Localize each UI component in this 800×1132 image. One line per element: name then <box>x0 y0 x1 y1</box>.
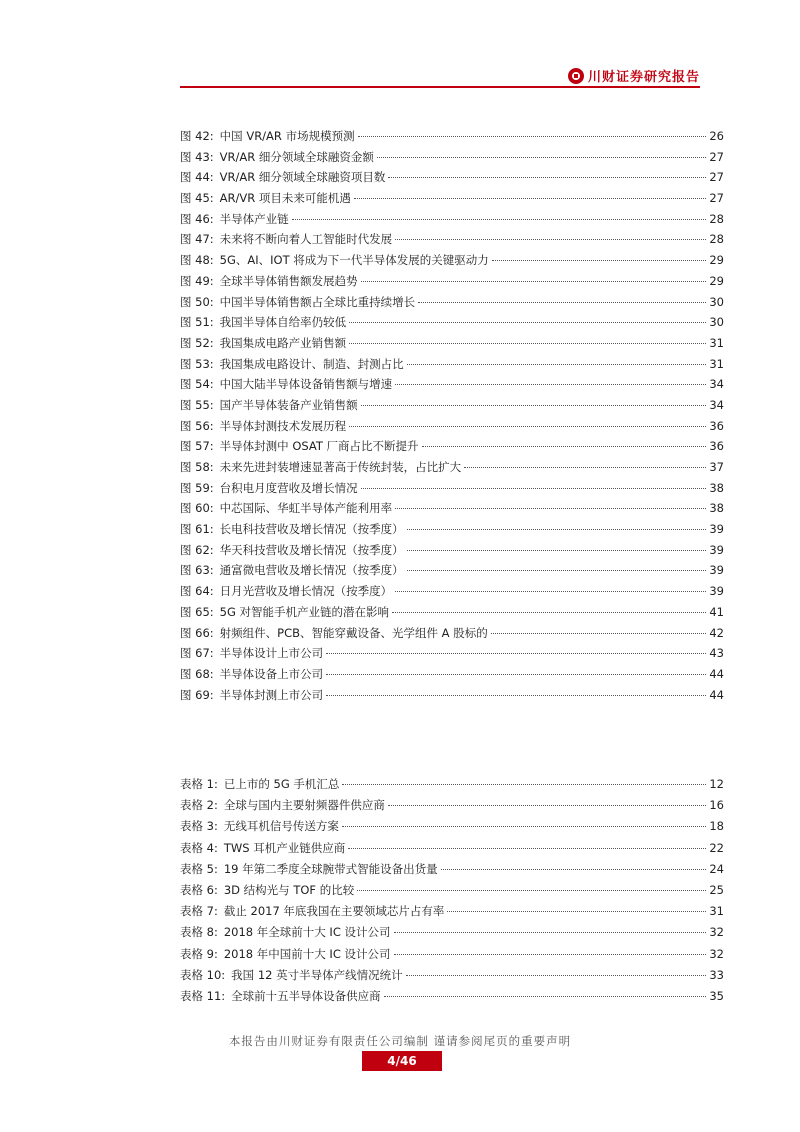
toc-page-number[interactable]: 44 <box>709 687 724 702</box>
footer-disclaimer: 本报告由川财证券有限责任公司编制 谨请参阅尾页的重要声明 <box>228 1034 572 1048</box>
toc-title[interactable]: AR/VR 项目未来可能机遇 <box>219 191 351 206</box>
toc-leader <box>348 848 706 849</box>
toc-title[interactable]: 全球前十五半导体设备供应商 <box>231 988 381 1003</box>
toc-label: 表格 7: <box>180 904 218 919</box>
figure-entry[interactable] <box>180 664 724 685</box>
toc-leader <box>354 198 706 199</box>
toc-leader <box>349 426 706 427</box>
toc-leader <box>358 136 707 137</box>
toc-page-number[interactable]: 27 <box>709 191 724 206</box>
toc-label: 表格 6: <box>180 882 218 897</box>
figure-entry[interactable] <box>180 457 724 478</box>
figure-entry[interactable] <box>180 374 724 395</box>
figure-entry[interactable] <box>180 126 724 147</box>
toc-title[interactable]: 射频组件、PCB、智能穿戴设备、光学组件 A 股标的 <box>219 625 488 640</box>
toc-page-number[interactable]: 36 <box>709 418 724 433</box>
table-entry[interactable] <box>180 816 724 837</box>
toc-leader <box>492 260 707 261</box>
toc-title[interactable]: 我国 12 英寸半导体产线情况统计 <box>231 967 403 982</box>
toc-title[interactable]: 我国半导体自给率仍较低 <box>219 315 347 330</box>
table-entry[interactable] <box>180 795 724 816</box>
toc-leader <box>342 826 707 827</box>
figure-entry[interactable] <box>180 478 724 499</box>
toc-leader <box>395 591 706 592</box>
toc-label: 图 42: <box>180 129 214 143</box>
toc-leader <box>384 996 707 997</box>
toc-leader <box>394 954 707 955</box>
toc-title[interactable]: 2018 年全球前十大 IC 设计公司 <box>223 925 391 940</box>
toc-page-number[interactable]: 31 <box>709 356 724 371</box>
toc-leader <box>407 570 707 571</box>
toc-leader <box>326 674 706 675</box>
toc-page-number[interactable]: 41 <box>709 604 724 619</box>
toc-leader <box>326 695 706 696</box>
toc-label: 图 64: <box>180 584 214 599</box>
toc-leader <box>342 784 706 785</box>
toc-leader <box>357 890 706 891</box>
toc-title[interactable]: 长电科技营收及增长情况（按季度） <box>219 522 404 537</box>
toc-page-number[interactable]: 39 <box>709 563 724 578</box>
toc-title[interactable]: VR/AR 细分领域全球融资金额 <box>219 149 374 164</box>
toc-title[interactable]: 中国大陆半导体设备销售额与增速 <box>219 377 393 392</box>
toc-label: 表格 3: <box>180 819 218 834</box>
page-header <box>180 62 700 86</box>
toc-page-number[interactable]: 28 <box>709 211 724 226</box>
toc-page-number[interactable]: 16 <box>709 798 724 813</box>
toc-label: 图 58: <box>180 460 214 474</box>
toc-label: 图 62: <box>180 542 214 557</box>
toc-leader <box>407 550 707 551</box>
toc-label: 图 44: <box>180 170 214 185</box>
toc-leader <box>392 612 706 613</box>
figure-entry[interactable] <box>180 292 724 313</box>
toc-label: 表格 4: <box>180 840 218 855</box>
toc-title[interactable]: 台积电月度营收及增长情况 <box>219 480 358 495</box>
toc-page-number[interactable]: 29 <box>709 253 724 268</box>
toc-page-number[interactable]: 38 <box>709 501 724 516</box>
toc-leader <box>418 302 706 303</box>
toc-label: 图 63: <box>180 563 214 578</box>
toc-title[interactable]: 全球半导体销售额发展趋势 <box>219 273 358 288</box>
toc-leader <box>447 911 706 912</box>
table-entry[interactable] <box>180 859 724 880</box>
table-list <box>180 774 724 1007</box>
figure-entry[interactable] <box>180 333 724 354</box>
table-entry[interactable] <box>180 986 724 1007</box>
brand <box>568 66 700 85</box>
toc-label: 图 43: <box>180 149 214 164</box>
toc-label: 图 66: <box>180 625 214 640</box>
figure-entry[interactable] <box>180 498 724 519</box>
toc-label: 表格 9: <box>180 946 218 961</box>
toc-label: 表格 2: <box>180 798 218 813</box>
toc-page-number[interactable]: 42 <box>709 625 724 640</box>
toc-page-number[interactable]: 37 <box>709 460 724 474</box>
toc-label: 表格 1: <box>180 777 218 791</box>
toc-leader <box>491 633 707 634</box>
toc-label: 图 45: <box>180 191 214 206</box>
toc-page-number[interactable]: 29 <box>709 273 724 288</box>
toc-leader <box>407 529 707 530</box>
toc-title[interactable]: TWS 耳机产业链供应商 <box>223 840 346 855</box>
toc-label: 表格 11: <box>180 988 226 1003</box>
toc-page-number[interactable]: 34 <box>709 377 724 392</box>
figure-entry[interactable] <box>180 395 724 416</box>
toc-title[interactable]: 截止 2017 年底我国在主要领域芯片占有率 <box>223 904 445 919</box>
page-number: 4/46 <box>362 1051 442 1071</box>
toc-page-number[interactable]: 12 <box>709 777 724 791</box>
toc-title[interactable]: 半导体设备上市公司 <box>219 666 324 681</box>
toc-title[interactable]: 无线耳机信号传送方案 <box>223 819 339 834</box>
figure-entry[interactable] <box>180 560 724 581</box>
toc-page-number[interactable]: 39 <box>709 522 724 537</box>
figure-entry[interactable] <box>180 581 724 602</box>
figure-entry[interactable] <box>180 188 724 209</box>
figure-entry[interactable] <box>180 354 724 375</box>
toc-leader <box>361 281 707 282</box>
figure-entry[interactable] <box>180 623 724 644</box>
toc-title[interactable]: 半导体封测技术发展历程 <box>219 418 347 433</box>
toc-title[interactable]: 华天科技营收及增长情况（按季度） <box>219 542 404 557</box>
toc-title[interactable]: 国产半导体装备产业销售额 <box>219 397 358 412</box>
toc-label: 图 47: <box>180 232 214 247</box>
toc-label: 表格 8: <box>180 925 218 940</box>
toc-title[interactable]: 通富微电营收及增长情况（按季度） <box>219 563 404 578</box>
toc-label: 表格 10: <box>180 967 226 982</box>
table-entry[interactable] <box>180 901 724 922</box>
figure-entry[interactable] <box>180 416 724 437</box>
toc-leader <box>388 805 707 806</box>
toc-leader <box>292 219 707 220</box>
figure-entry[interactable] <box>180 147 724 168</box>
toc-page-number[interactable]: 43 <box>709 646 724 661</box>
toc-label: 图 56: <box>180 418 214 433</box>
toc-page-number[interactable]: 38 <box>709 480 724 495</box>
toc-title[interactable]: 已上市的 5G 手机汇总 <box>223 777 340 791</box>
figure-list <box>180 126 724 705</box>
toc-label: 图 65: <box>180 604 214 619</box>
toc-label: 图 53: <box>180 356 214 371</box>
toc-title[interactable]: 半导体设计上市公司 <box>219 646 324 661</box>
figure-entry[interactable] <box>180 250 724 271</box>
toc-leader <box>395 384 706 385</box>
toc-page-number[interactable]: 39 <box>709 584 724 599</box>
toc-page-number[interactable]: 28 <box>709 232 724 247</box>
figure-entry[interactable] <box>180 312 724 333</box>
toc-title[interactable]: VR/AR 细分领域全球融资项目数 <box>219 170 386 185</box>
toc-title[interactable]: 中国半导体销售额占全球比重持续增长 <box>219 294 416 309</box>
toc-title[interactable]: 半导体产业链 <box>219 211 289 226</box>
toc-title[interactable]: 中芯国际、华虹半导体产能利用率 <box>219 501 393 516</box>
toc-leader <box>464 467 706 468</box>
toc-page-number[interactable]: 30 <box>709 294 724 309</box>
toc-title[interactable]: 中国 VR/AR 市场规模预测 <box>219 129 355 143</box>
table-entry[interactable] <box>180 774 724 795</box>
toc-title[interactable]: 半导体封测中 OSAT 厂商占比不断提升 <box>219 439 419 454</box>
toc-label: 图 46: <box>180 211 214 226</box>
header-divider <box>180 86 700 88</box>
toc-leader <box>349 343 706 344</box>
toc-leader <box>361 488 707 489</box>
toc-page-number[interactable]: 25 <box>709 882 724 897</box>
toc-title[interactable]: 未来将不断向着人工智能时代发展 <box>219 232 393 247</box>
toc-page-number[interactable]: 34 <box>709 397 724 412</box>
toc-title[interactable]: 未来先进封装增速显著高于传统封装，占比扩大 <box>219 460 462 474</box>
toc-leader <box>377 157 706 158</box>
figure-entry[interactable] <box>180 436 724 457</box>
toc-leader <box>406 975 707 976</box>
toc-label: 图 57: <box>180 439 214 454</box>
toc-leader <box>349 322 706 323</box>
toc-page-number[interactable]: 44 <box>709 666 724 681</box>
toc-page-number[interactable]: 36 <box>709 439 724 454</box>
table-entry[interactable] <box>180 944 724 965</box>
toc-page-number[interactable]: 27 <box>709 149 724 164</box>
toc-page-number[interactable]: 24 <box>709 861 724 876</box>
toc-label: 图 68: <box>180 666 214 681</box>
toc-title[interactable]: 19 年第二季度全球腕带式智能设备出货量 <box>223 861 438 876</box>
table-entry[interactable] <box>180 922 724 943</box>
figure-entry[interactable] <box>180 519 724 540</box>
figure-entry[interactable] <box>180 167 724 188</box>
toc-title[interactable]: 5G、AI、IOT 将成为下一代半导体发展的关键驱动力 <box>219 253 489 268</box>
toc-page-number[interactable]: 39 <box>709 542 724 557</box>
toc-title[interactable]: 3D 结构光与 TOF 的比较 <box>223 882 355 897</box>
toc-leader <box>361 405 707 406</box>
toc-label: 表格 5: <box>180 861 218 876</box>
figure-entry[interactable] <box>180 229 724 250</box>
toc-page-number[interactable]: 27 <box>709 170 724 185</box>
toc-page-number[interactable]: 18 <box>709 819 724 834</box>
toc-label: 图 54: <box>180 377 214 392</box>
toc-label: 图 69: <box>180 687 214 702</box>
table-entry[interactable] <box>180 880 724 901</box>
brand-logo-icon <box>568 68 584 84</box>
toc-page-number[interactable]: 31 <box>709 335 724 350</box>
toc-leader <box>407 364 707 365</box>
toc-title[interactable]: 5G 对智能手机产业链的潜在影响 <box>219 604 390 619</box>
toc-label: 图 48: <box>180 253 214 268</box>
toc-page-number[interactable]: 22 <box>709 840 724 855</box>
toc-page-number[interactable]: 33 <box>709 967 724 982</box>
toc-page-number[interactable]: 35 <box>709 988 724 1003</box>
toc-label: 图 52: <box>180 335 214 350</box>
toc-label: 图 60: <box>180 501 214 516</box>
toc-page-number[interactable]: 32 <box>709 946 724 961</box>
toc-leader <box>441 869 707 870</box>
toc-leader <box>394 932 707 933</box>
toc-title[interactable]: 2018 年中国前十大 IC 设计公司 <box>223 946 391 961</box>
toc-label: 图 55: <box>180 397 214 412</box>
figure-entry[interactable] <box>180 271 724 292</box>
toc-title[interactable]: 半导体封测上市公司 <box>219 687 324 702</box>
toc-leader <box>422 446 707 447</box>
figure-entry[interactable] <box>180 602 724 623</box>
toc-leader <box>388 177 706 178</box>
toc-title[interactable]: 我国集成电路设计、制造、封测占比 <box>219 356 404 371</box>
toc-label: 图 67: <box>180 646 214 661</box>
figure-entry[interactable] <box>180 209 724 230</box>
toc-page-number[interactable]: 31 <box>709 904 724 919</box>
toc-page-number[interactable]: 26 <box>709 129 724 143</box>
toc-label: 图 51: <box>180 315 214 330</box>
table-entry[interactable] <box>180 965 724 986</box>
toc-leader <box>395 239 706 240</box>
figure-entry[interactable] <box>180 685 724 706</box>
table-entry[interactable] <box>180 838 724 859</box>
figure-entry[interactable] <box>180 643 724 664</box>
toc-leader <box>395 508 706 509</box>
toc-label: 图 59: <box>180 480 214 495</box>
toc-title[interactable]: 我国集成电路产业销售额 <box>219 335 347 350</box>
brand-name: 川财证券研究报告 <box>587 70 700 85</box>
figure-entry[interactable] <box>180 540 724 561</box>
toc-leader <box>326 653 706 654</box>
toc-label: 图 61: <box>180 522 214 537</box>
toc-title[interactable]: 全球与国内主要射频器件供应商 <box>223 798 385 813</box>
toc-page-number[interactable]: 32 <box>709 925 724 940</box>
toc-title[interactable]: 日月光营收及增长情况（按季度） <box>219 584 393 599</box>
toc-page-number[interactable]: 30 <box>709 315 724 330</box>
toc-label: 图 49: <box>180 273 214 288</box>
toc-label: 图 50: <box>180 294 214 309</box>
